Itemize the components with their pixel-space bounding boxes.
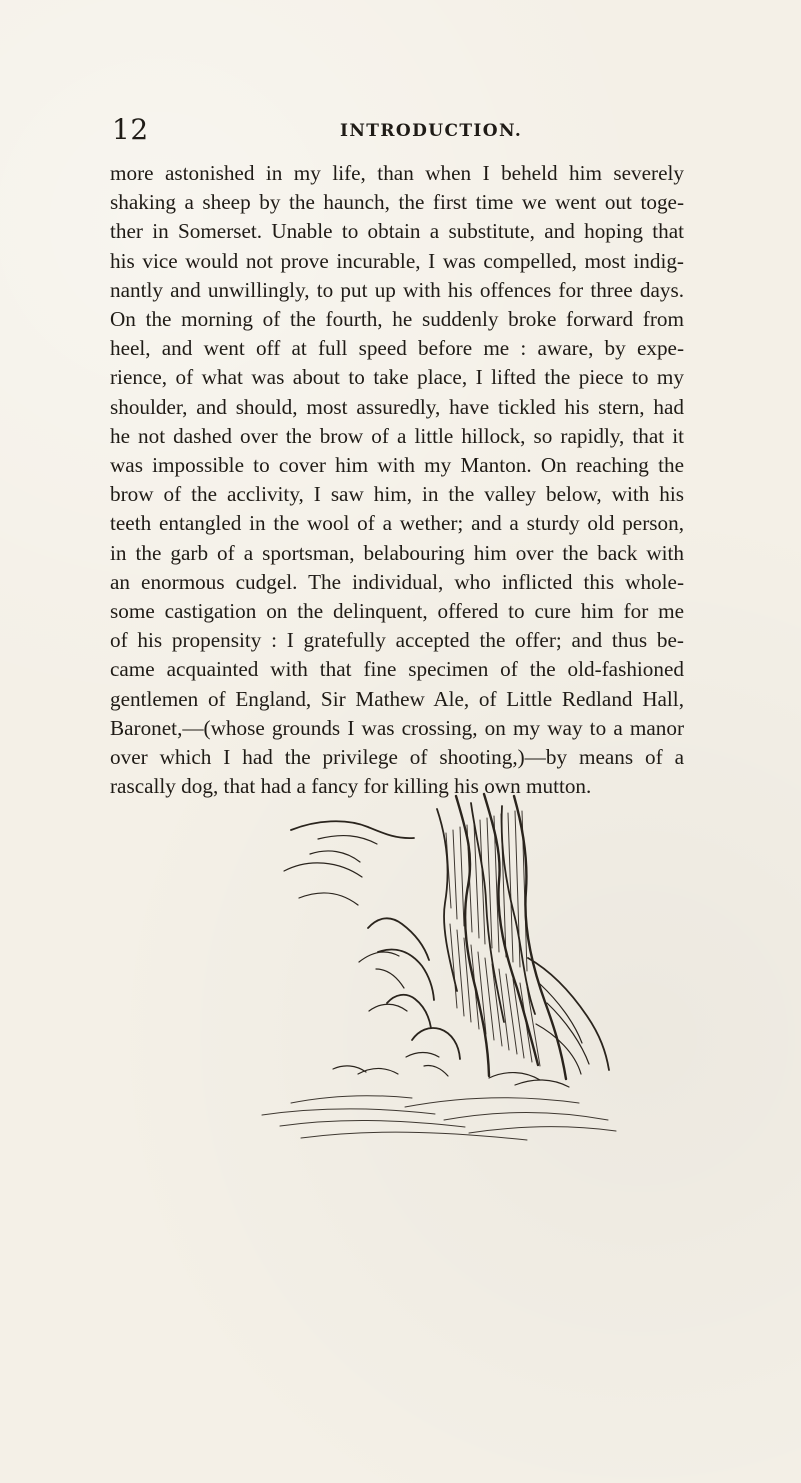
text-line: rience, of what was about to take place, I lifted the piece to my bbox=[110, 365, 684, 390]
text-line: Baronet,—(whose grounds I was crossing, on my way to a manor bbox=[110, 715, 684, 740]
text-line: was impossible to cover him with my Manton. On reaching the bbox=[110, 453, 684, 478]
text-line: of his propensity : I gratefully accepted the offer; and thus be- bbox=[110, 628, 684, 653]
text-line: heel, and went off at full speed before me : aware, by expe- bbox=[110, 336, 684, 361]
text-line: over which I had the privilege of shooting,)—by means of a bbox=[110, 745, 684, 770]
text-line: in the garb of a sportsman, belabouring him over the back with bbox=[110, 540, 684, 565]
page-header bbox=[112, 113, 682, 146]
text-line: On the morning of the fourth, he suddenly broke forward from bbox=[110, 307, 684, 332]
text-line: he not dashed over the brow of a little hillock, so rapidly, that it bbox=[110, 423, 684, 448]
text-line: teeth entangled in the wool of a wether; and a sturdy old person, bbox=[110, 511, 684, 536]
body-text bbox=[110, 159, 684, 801]
running-head: INTRODUCTION. bbox=[340, 121, 523, 141]
text-line: an enormous cudgel. The individual, who inflicted this whole- bbox=[110, 569, 684, 594]
text-line: nantly and unwillingly, to put up with his offences for three days. bbox=[110, 277, 684, 302]
text-line: ther in Somerset. Unable to obtain a substitute, and hoping that bbox=[110, 219, 684, 244]
text-line: brow of the acclivity, I saw him, in the valley below, with his bbox=[110, 482, 684, 507]
text-line: some castigation on the delinquent, offered to cure him for me bbox=[110, 599, 684, 624]
text-line: gentlemen of England, Sir Mathew Ale, of Little Redland Hall, bbox=[110, 686, 684, 711]
text-line: shoulder, and should, most assuredly, have tickled his stern, had bbox=[110, 394, 684, 419]
text-line: his vice would not prove incurable, I was compelled, most indig- bbox=[110, 248, 684, 273]
text-line: came acquainted with that fine specimen of the old-fashioned bbox=[110, 657, 684, 682]
text-line: shaking a sheep by the haunch, the first time we went out toge- bbox=[110, 190, 684, 215]
text-line: more astonished in my life, than when I beheld him severely bbox=[110, 161, 684, 185]
tree-engraving-icon bbox=[236, 778, 631, 1156]
text-line: rascally dog, that had a fancy for killing his own mutton. bbox=[110, 774, 592, 799]
page-number: 12 bbox=[112, 113, 149, 146]
tree-engraving-art bbox=[262, 794, 616, 1140]
